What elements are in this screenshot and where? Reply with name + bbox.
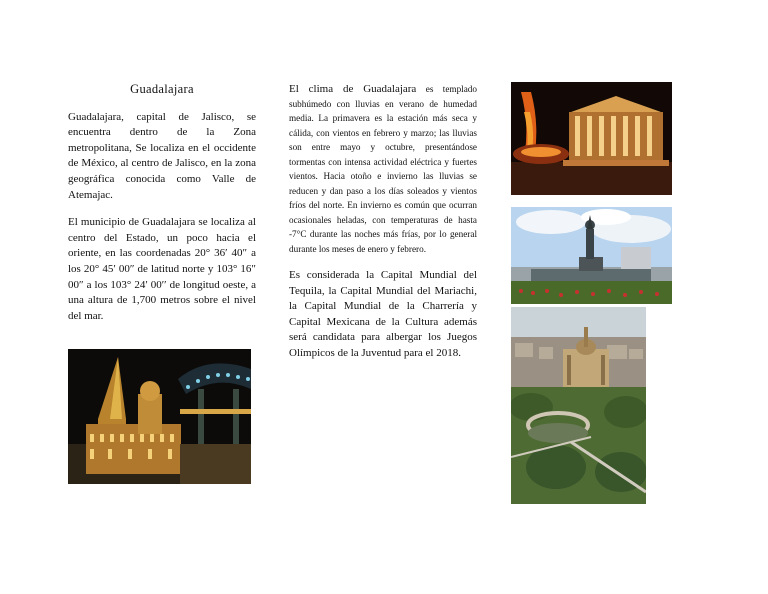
intro-paragraph: Guadalajara, capital de Jalisco, se encuentra dentro de la Zona metropolitana, Se localiza en el occidente de México, al centro de Jalisco, en la zona geográfica conocida como Valle de Atemajac. (68, 110, 256, 201)
climate-lead: El clima de Guadalajara (289, 83, 417, 95)
capital-paragraph: Es considerada la Capital Mundial del Tequila, la Capital Mundial del Mariachi, la Capital Mundial de la Charrería y Capital Mexicana de la Cultura además será candidata para albergar los Juegos Olímpicos de la Juventud para el 2018. (289, 269, 477, 359)
column-middle (289, 82, 477, 362)
cathedral-night-photo (68, 349, 251, 484)
page-title: Guadalajara (130, 82, 194, 96)
climate-text: es templado subhúmedo con lluvias en verano de humedad media. La primavera es la estación más seca y cálida, con vientos en febrero y marzo; las lluvias son entre mayo y octubre, presentándose tormentas con intensa actividad eléctrica y fuertes vientos. Hacia otoño e invierno las lluvias se reducen y dan paso a los días soleados y vientos fríos del norte. En invierno es común que ocurran ocasionales heladas, con temperaturas de hasta -7°C durante las noches más frías, por lo general durante los meses de enero y febrero. (289, 84, 477, 254)
column-left (68, 80, 256, 324)
location-paragraph: El municipio de Guadalajara se localiza al centro del Estado, un poco hacia el oriente, en las coordenadas 20° 36′ 40″ a los 20° 45′ 00″ de latitud norte y 103° 16″ 00″ a los 103° 24′ 00′′ de longitud oeste, a una altura de 1,700 metros sobre el nivel del mar. (68, 216, 256, 322)
climate-paragraph (289, 82, 477, 256)
aerial-city-photo (511, 307, 646, 504)
theater-night-photo (511, 82, 672, 195)
monument-photo (511, 207, 672, 304)
